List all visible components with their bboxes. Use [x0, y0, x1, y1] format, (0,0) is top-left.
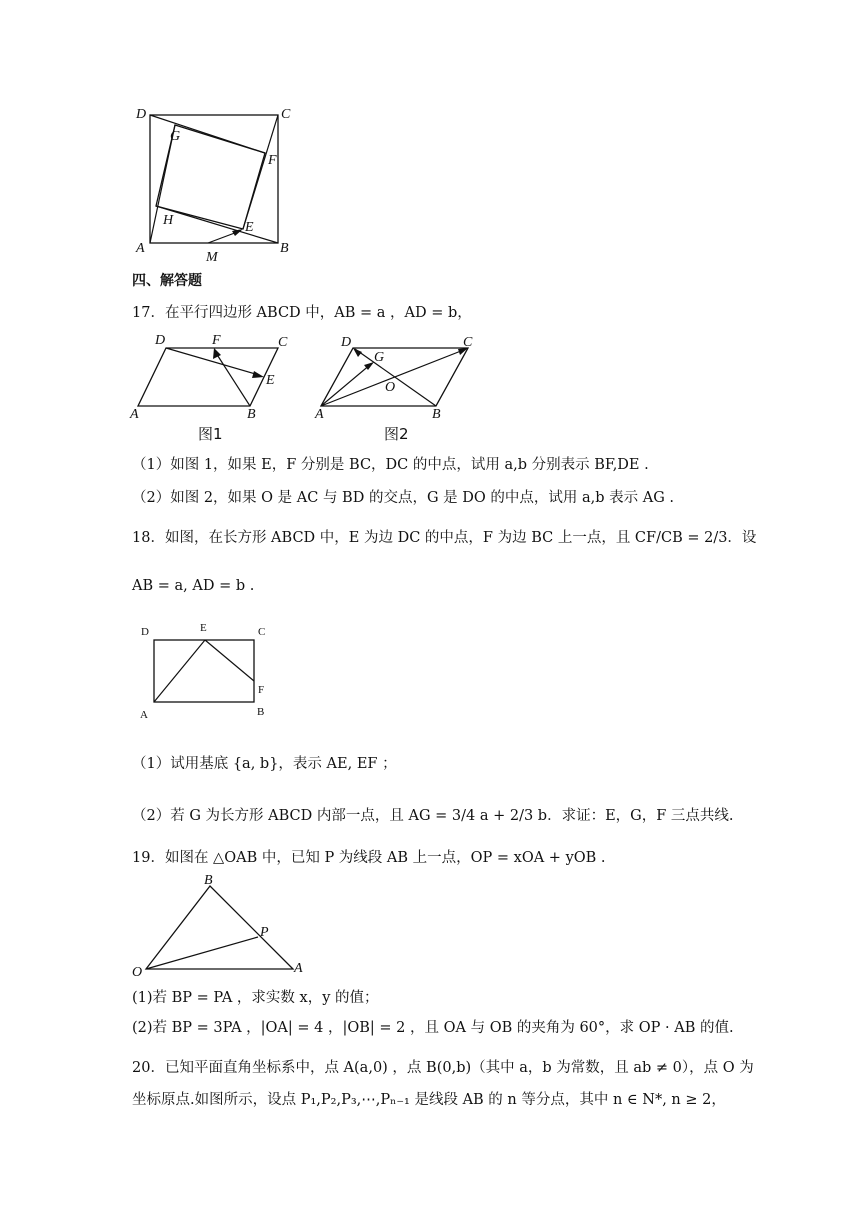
q19-stem: 19．如图在 △OAB 中，已知 P 为线段 AB 上一点，OP = xOA + yOB . [132, 850, 606, 866]
label-g: G [170, 129, 181, 144]
label-e: E [245, 220, 254, 235]
label-c: C [281, 107, 291, 122]
q18-part1: （1）试用基底 {a, b}，表示 AE, EF ； [132, 756, 397, 772]
label-c: C [278, 335, 288, 350]
q19-part1: (1)若 BP = PA ，求实数 x，y 的值； [132, 990, 379, 1006]
label-g: G [374, 350, 385, 365]
label-e: E [200, 622, 207, 634]
vector-ag [321, 364, 371, 406]
label-a: A [136, 241, 145, 256]
label-a: A [130, 407, 139, 420]
q17-part1: （1）如图 1，如果 E，F 分别是 BC，DC 的中点，试用 a,b 分别表示 BF,DE . [132, 457, 649, 473]
label-f: F [268, 153, 277, 168]
label-d: D [155, 333, 166, 348]
label-a: A [140, 709, 148, 720]
label-h: H [163, 213, 174, 228]
q17-figure-2 [313, 328, 483, 420]
q19-part2: (2)若 BP = 3PA ，|OA| = 4 ，|OB| = 2 ，且 OA 与 OB 的夹角为 60°，求 OP · AB 的值. [132, 1020, 734, 1036]
label-d: D [136, 107, 147, 122]
label-c: C [258, 626, 266, 638]
section-title: 四、解答题 [132, 273, 202, 289]
label-o: O [385, 380, 396, 395]
vector-bf [216, 353, 250, 406]
q20-line1: 20．已知平面直角坐标系中，点 A(a,0) ，点 B(0,b)（其中 a，b 为常数，且 ab ≠ 0），点 O 为 [132, 1060, 754, 1076]
q17-figure-2-caption: 图2 [384, 425, 409, 443]
label-b: B [280, 241, 289, 256]
q20-line2: 坐标原点.如图所示，设点 P₁,P₂,P₃,⋯,Pₙ₋₁ 是线段 AB 的 n 等分点，其中 n ∈ N*, n ≥ 2， [132, 1092, 726, 1108]
label-m: M [206, 250, 218, 265]
label-o: O [132, 965, 143, 978]
label-b: B [247, 407, 256, 420]
label-p: P [260, 925, 269, 940]
q18-stem: 18．如图，在长方形 ABCD 中，E 为边 DC 的中点，F 为边 BC 上一点，且 CF/CB = 2/3．设 [132, 530, 757, 546]
label-f: F [258, 684, 265, 696]
label-e: E [266, 373, 275, 388]
label-d: D [341, 335, 352, 350]
q17-part2: （2）如图 2，如果 O 是 AC 与 BD 的交点，G 是 DO 的中点，试用 a,b 表示 AG . [132, 490, 675, 506]
label-a: A [315, 407, 324, 420]
q18-stem-2: AB = a, AD = b . [132, 578, 255, 594]
q18-part2: （2）若 G 为长方形 ABCD 内部一点，且 AG = 3/4 a + 2/3 b．求证：E，G，F 三点共线. [132, 808, 734, 824]
q19-figure [128, 874, 313, 978]
q17-figure-1-caption: 图1 [198, 425, 223, 443]
label-b: B [204, 874, 213, 888]
label-b: B [257, 706, 265, 718]
q18-figure [136, 618, 286, 720]
label-c: C [463, 335, 473, 350]
label-a: A [294, 961, 303, 976]
q17-stem: 17．在平行四边形 ABCD 中，AB = a ，AD = b， [132, 305, 472, 321]
label-f: F [212, 333, 221, 348]
square-figure [128, 100, 308, 270]
label-d: D [141, 626, 149, 638]
label-b: B [432, 407, 441, 420]
q17-figure-1 [128, 328, 298, 420]
vector-de [166, 348, 259, 375]
